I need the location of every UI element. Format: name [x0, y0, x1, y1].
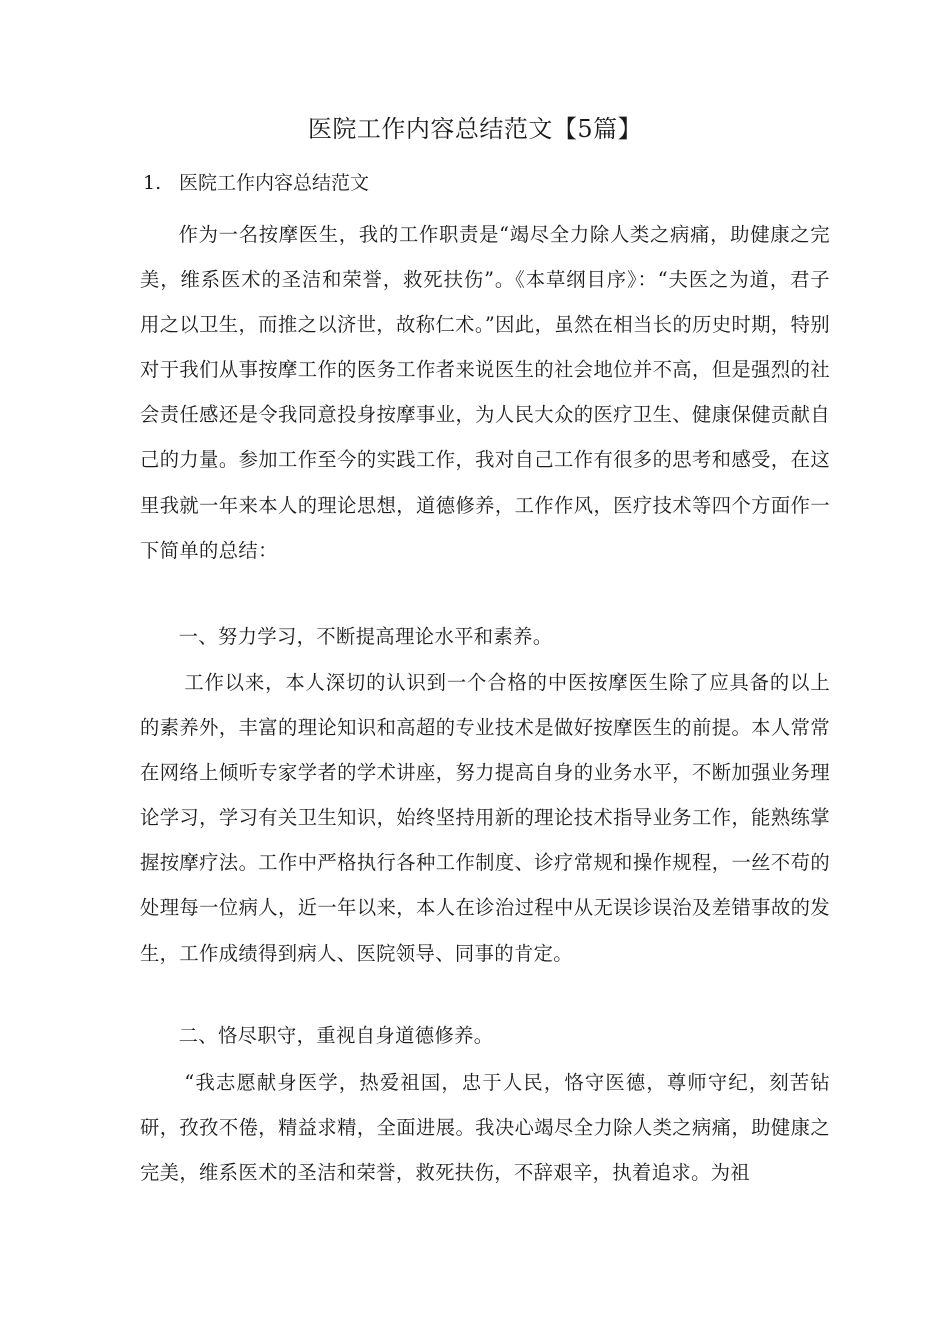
paragraph-study: 工作以来，本人深切的认识到一个合格的中医按摩医生除了应具备的以上的素养外，丰富的理论知识和高超的专业技术是做好按摩医生的前提。本人常常在网络上倾听专家学者的学术讲座，努力提高自身的业务水平，不断加强业务理论学习，学习有关卫生知识，始终坚持用新的理论技术指导业务工作，能熟练掌握按摩疗法。工作中严格执行各种工作制度、诊疗常规和操作规程，一丝不苟的处理每一位病人，近一年以来，本人在诊治过程中从无误诊误治及差错事故的发生，工作成绩得到病人、医院领导、同事的肯定。: [140, 671, 830, 965]
paragraph-intro: 作为一名按摩医生，我的工作职责是“竭尽全力除人类之病痛，助健康之完美，维系医术的圣洁和荣誉，救死扶伤”。《本草纲目序》：“夫医之为道，君子用之以卫生，而推之以济世，故称仁术。”因此，虽然在相当长的历史时期，特别对于我们从事按摩工作的医务工作者来说医生的社会地位并不高，但是强烈的社会责任感还是令我同意投身按摩事业，为人民大众的医疗卫生、健康保健贡献自己的力量。参加工作至今的实践工作，我对自己工作有很多的思考和感受，在这里我就一年来本人的理论思想，道德修养，工作作风，医疗技术等四个方面作一下简单的总结：: [140, 223, 830, 562]
section-number: 1.: [143, 172, 162, 194]
paragraph-oath: “我志愿献身医学，热爱祖国，忠于人民，恪守医德，尊师守纪，刻苦钻研，孜孜不倦，精益求精，全面进展。我决心竭尽全力除人类之病痛，助健康之完美，维系医术的圣洁和荣誉，救死扶伤，不辞艰辛，执着追求。为祖: [140, 1071, 830, 1185]
subheading-study: 一、努力学习，不断提高理论水平和素养。: [178, 625, 553, 648]
section-heading: [143, 170, 369, 196]
document-title: 医院工作内容总结范文【5篇】: [307, 115, 643, 143]
section-title: 医院工作内容总结范文: [179, 172, 370, 194]
subheading-ethics: 二、恪尽职守，重视自身道德修养。: [178, 1024, 494, 1047]
